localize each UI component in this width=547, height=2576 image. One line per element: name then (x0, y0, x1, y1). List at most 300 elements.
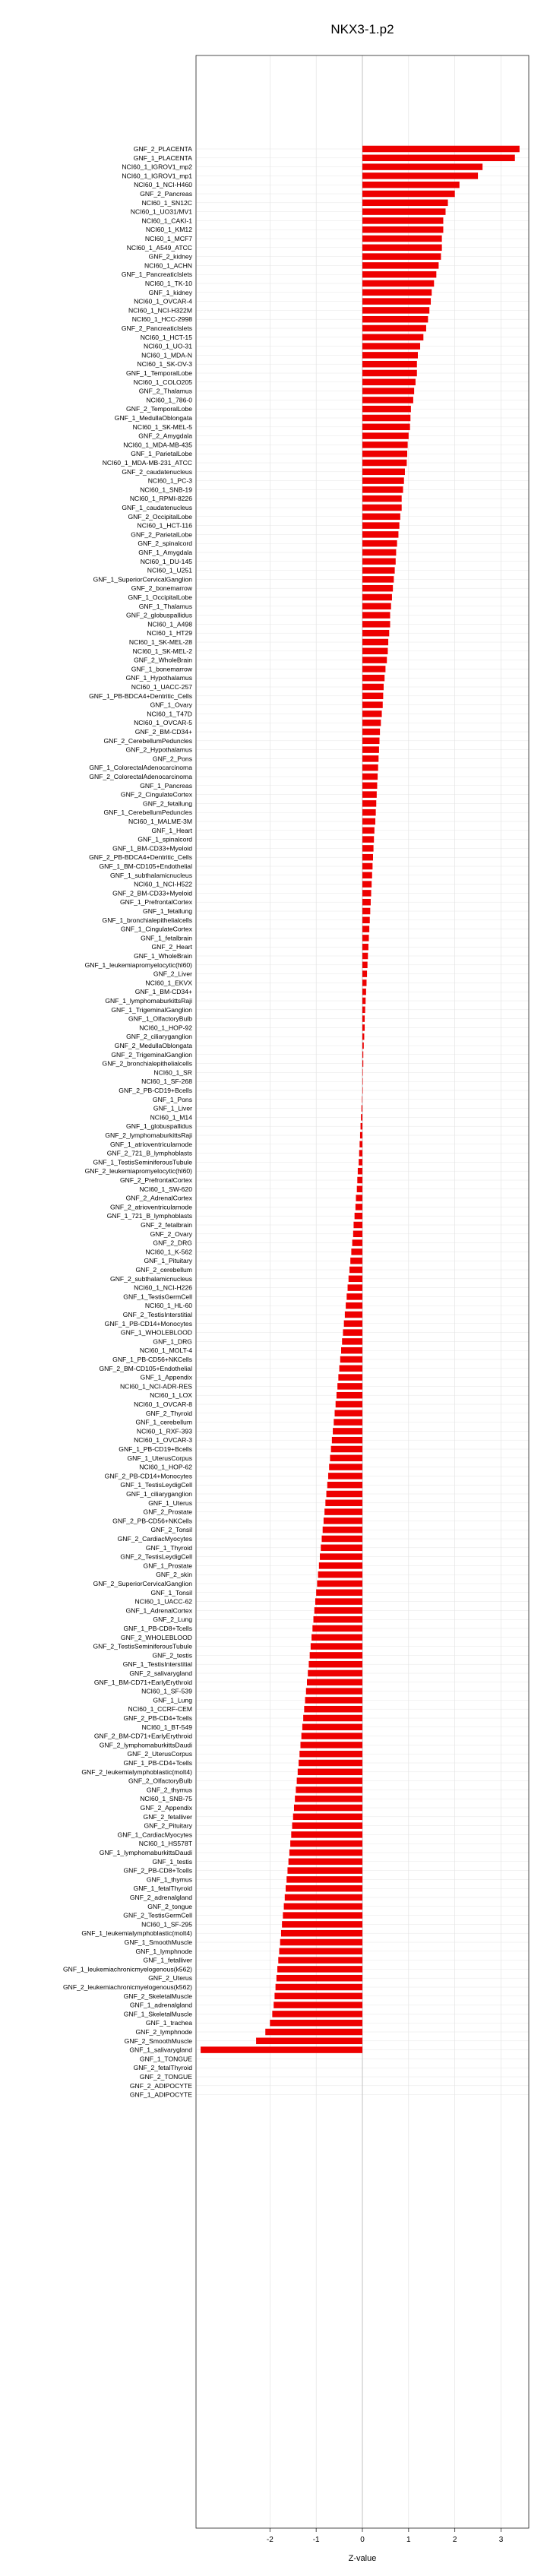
category-label: NCI60_1_T47D (147, 710, 192, 718)
category-label: NCI60_1_U251 (147, 566, 192, 574)
bar (362, 872, 372, 879)
bar (362, 514, 400, 521)
category-label: GNF_2_TestisGermCell (123, 1911, 192, 1919)
bar (308, 1661, 362, 1668)
category-label: GNF_2_PLACENTA (133, 145, 192, 153)
category-label: GNF_2_DRG (153, 1239, 192, 1247)
category-label: GNF_1_lymphnode (135, 1947, 192, 1955)
bar (362, 693, 383, 700)
bar (361, 1123, 362, 1130)
category-label: GNF_2_WholeBrain (134, 656, 192, 664)
category-label: GNF_1_fetalliver (143, 1956, 192, 1964)
bar (362, 1078, 363, 1085)
bar (362, 791, 377, 798)
category-label: GNF_2_MedullaOblongata (114, 1042, 192, 1049)
bar (362, 540, 397, 547)
category-label: NCI60_1_PC-3 (147, 476, 192, 485)
bar (362, 334, 423, 341)
bar (356, 1195, 362, 1201)
category-label: GNF_2_Amygdala (138, 432, 192, 440)
bar (362, 657, 387, 663)
bar (327, 1482, 362, 1489)
category-label: GNF_2_ADIPOCYTE (129, 2081, 192, 2090)
category-label: GNF_1_Appendix (140, 1373, 192, 1381)
bar (362, 962, 368, 969)
category-label: GNF_2_Thalamus (138, 387, 192, 395)
bar (299, 1751, 362, 1758)
bar (319, 1562, 362, 1569)
bar (362, 1043, 364, 1049)
category-label: GNF_2_Appendix (140, 1804, 192, 1812)
category-label: NCI60_1_SW-620 (139, 1185, 192, 1193)
bar (331, 1446, 362, 1453)
bar (285, 1894, 362, 1901)
category-label: NCI60_1_COLO205 (133, 378, 192, 386)
bar (325, 1500, 362, 1507)
bar (360, 1132, 362, 1139)
bar (290, 1840, 362, 1847)
category-label: GNF_1_Hypothalamus (125, 674, 192, 682)
category-label: GNF_2_testis (152, 1651, 192, 1660)
chart-title: NKX3-1.p2 (330, 22, 394, 36)
bar (362, 800, 376, 807)
category-label: GNF_2_thymus (146, 1786, 192, 1794)
bar (338, 1374, 362, 1381)
bar (362, 208, 446, 215)
category-label: GNF_2_kidney (148, 252, 192, 261)
category-label: GNF_1_BM-CD33+Myeloid (112, 844, 192, 853)
category-label: GNF_2_Lung (153, 1616, 192, 1624)
category-label: GNF_2_TemporalLobe (126, 405, 192, 413)
category-label: GNF_1_CardiacMyocytes (117, 1831, 192, 1839)
bar (362, 917, 370, 924)
category-label: GNF_1_BM-CD34+ (134, 988, 192, 996)
bar (362, 325, 426, 332)
bar (302, 1724, 362, 1731)
category-label: NCI60_1_HCT-15 (140, 333, 192, 341)
category-label: GNF_2_ParietalLobe (131, 530, 192, 539)
bar (321, 1536, 362, 1543)
bar (281, 1930, 362, 1937)
category-label: GNF_1_thymus (146, 1875, 192, 1884)
category-label: GNF_1_721_B_lymphoblasts (106, 1212, 192, 1220)
bar (362, 298, 431, 305)
category-label: GNF_1_Heart (151, 826, 192, 834)
category-label: NCI60_1_SK-MEL-5 (132, 422, 192, 431)
bar (276, 1984, 362, 1991)
category-label: GNF_2_atrioventricularnode (110, 1203, 192, 1211)
bar (362, 881, 372, 888)
category-label: NCI60_1_SF-268 (141, 1078, 192, 1086)
bar (362, 290, 432, 296)
bar (327, 1491, 362, 1498)
category-label: NCI60_1_SR (153, 1068, 192, 1077)
bar (362, 1052, 363, 1059)
category-label: GNF_1_WHOLEBLOOD (120, 1328, 192, 1337)
category-label: GNF_2_Uterus (148, 1974, 192, 1983)
category-label: GNF_1_Pons (152, 1095, 192, 1103)
category-label: GNF_1_PancreaticIslets (121, 271, 192, 279)
bar (334, 1419, 362, 1426)
bar (274, 2002, 362, 2008)
bar (362, 191, 455, 198)
category-label: NCI60_1_OVCAR-3 (134, 1436, 192, 1445)
bar (362, 236, 442, 242)
category-label: NCI60_1_SN12C (141, 198, 192, 207)
bar (362, 836, 374, 843)
category-label: NCI60_1_OVCAR-8 (134, 1400, 192, 1408)
bar (317, 1581, 362, 1587)
bar (310, 1652, 362, 1659)
bar (362, 809, 376, 816)
bar (356, 1204, 362, 1210)
bar (362, 245, 442, 252)
category-label: NCI60_1_OVCAR-5 (134, 719, 192, 727)
category-label: GNF_2_PB-BDCA4+Dentritic_Cells (89, 853, 192, 862)
category-label: GNF_1_TONGUE (139, 2055, 192, 2063)
category-label: NCI60_1_HL-60 (144, 1302, 192, 1310)
category-label: NCI60_1_MOLT-4 (139, 1347, 192, 1355)
category-label: NCI60_1_UACC-62 (134, 1597, 192, 1606)
bar (362, 603, 391, 610)
bar (362, 953, 368, 960)
bar (297, 1777, 362, 1784)
bar (362, 155, 515, 162)
category-label: GNF_2_fetallung (143, 799, 192, 808)
category-label: GNF_1_TestisInterstitial (122, 1660, 192, 1669)
category-label: NCI60_1_RXF-393 (136, 1427, 192, 1435)
bar (329, 1464, 362, 1470)
bar (362, 908, 370, 915)
category-label: GNF_1_trachea (145, 2019, 192, 2027)
bar (303, 1715, 362, 1722)
bar (359, 1141, 362, 1148)
category-label: GNF_1_lymphomaburkittsDaudi (99, 1849, 192, 1856)
category-label: GNF_1_kidney (148, 288, 192, 296)
bar (362, 828, 375, 834)
tick-label: 1 (406, 2536, 411, 2544)
bar (312, 1625, 362, 1632)
bar (353, 1222, 362, 1229)
bar (359, 1150, 362, 1157)
category-label: GNF_1_DRG (153, 1337, 192, 1346)
category-label: GNF_2_SkeletalMuscle (123, 1992, 192, 2000)
category-label: NCI60_1_MDA-MB-231_ATCC (102, 459, 192, 467)
category-label: GNF_1_fetalThyroid (133, 1885, 192, 1893)
category-label: NCI60_1_UO-31 (143, 342, 192, 350)
bar (362, 684, 384, 691)
category-label: NCI60_1_NCI-ADR-RES (119, 1382, 192, 1391)
bar (265, 2029, 362, 2036)
bar (286, 1885, 362, 1892)
category-label: NCI60_1_KM12 (145, 226, 192, 234)
category-label: GNF_1_Ovary (150, 701, 192, 709)
bar (362, 406, 411, 413)
category-label: NCI60_1_SK-OV-3 (137, 360, 192, 369)
category-label: NCI60_1_CAKI-1 (141, 217, 192, 225)
category-label: GNF_2_CerebellumPeduncles (103, 736, 192, 745)
category-label: GNF_2_leukemiapromyelocytic(hl60) (84, 1167, 192, 1176)
category-label: GNF_2_fetalbrain (141, 1221, 192, 1229)
category-label: GNF_1_bronchialepithelialcells (102, 916, 192, 924)
bar (302, 1733, 362, 1739)
category-label: NCI60_1_SF-539 (141, 1687, 192, 1695)
bar (357, 1177, 362, 1184)
category-label: GNF_2_leukemialymphoblastic(molt4) (81, 1767, 192, 1776)
bar (362, 989, 366, 995)
category-label: GNF_1_Liver (153, 1104, 192, 1112)
bar (362, 1024, 365, 1031)
bar (362, 271, 436, 278)
bar (362, 432, 409, 439)
bar (362, 1087, 363, 1094)
bar (340, 1356, 362, 1363)
bar (282, 1921, 362, 1928)
bar (256, 2038, 362, 2045)
category-label: GNF_1_Uterus (148, 1498, 192, 1507)
bar (359, 1159, 362, 1166)
bar (362, 854, 373, 861)
category-label: GNF_1_UterusCorpus (127, 1454, 192, 1462)
bar (362, 979, 366, 986)
category-label: GNF_1_CerebellumPeduncles (103, 809, 192, 817)
category-label: GNF_1_OccipitalLobe (128, 593, 192, 601)
category-label: NCI60_1_K-562 (145, 1248, 192, 1256)
category-label: GNF_2_Ovary (150, 1229, 192, 1238)
bar (362, 361, 417, 368)
category-label: GNF_2_OlfactoryBulb (128, 1777, 192, 1785)
bar (357, 1186, 362, 1193)
bar (362, 163, 482, 170)
tick-label: -1 (312, 2536, 320, 2544)
bar (201, 2046, 362, 2053)
bar (272, 2011, 362, 2017)
category-label: GNF_1_AdrenalCortex (125, 1606, 192, 1615)
category-label: NCI60_1_IGROV1_mp1 (122, 172, 192, 180)
bar (362, 343, 420, 350)
category-label: GNF_1_Thyroid (145, 1543, 192, 1552)
bar (278, 1957, 362, 1964)
bar (321, 1545, 362, 1552)
category-label: NCI60_1_DU-145 (140, 557, 192, 565)
category-label: GNF_1_TestisGermCell (123, 1293, 192, 1301)
category-label: GNF_2_globuspallidus (126, 611, 192, 619)
bar (362, 477, 404, 484)
category-label: GNF_2_721_B_lymphoblasts (106, 1149, 192, 1157)
category-label: GNF_2_UterusCorpus (127, 1750, 192, 1758)
category-label: GNF_1_PrefrontalCortex (119, 898, 192, 907)
bar (362, 630, 389, 637)
bar (289, 1850, 362, 1856)
bar (277, 1975, 362, 1982)
bar (346, 1302, 362, 1309)
bar (316, 1590, 362, 1597)
bar (362, 146, 520, 153)
category-label: NCI60_1_SK-MEL-2 (132, 647, 192, 655)
bar (362, 316, 428, 323)
category-label: GNF_2_fetalThyroid (133, 2064, 192, 2072)
bar (280, 1939, 362, 1946)
bar (330, 1455, 362, 1462)
bar (362, 307, 429, 314)
category-label: GNF_2_Heart (151, 943, 192, 951)
bar (358, 1168, 362, 1175)
bar (362, 755, 378, 762)
bar (299, 1760, 362, 1767)
bar (362, 352, 418, 359)
bar (362, 460, 406, 467)
category-label: GNF_1_ciliaryganglion (126, 1490, 192, 1498)
bar (349, 1276, 362, 1283)
bar (315, 1607, 362, 1614)
category-label: NCI60_1_MALME-3M (128, 818, 192, 825)
bar (289, 1859, 362, 1866)
bar (362, 666, 385, 672)
category-label: NCI60_1_A498 (147, 620, 192, 628)
bar (362, 639, 388, 646)
bar (362, 899, 371, 906)
tick-label: 3 (498, 2536, 504, 2544)
category-label: GNF_2_TestisInterstitial (122, 1311, 192, 1318)
category-label: NCI60_1_786-0 (146, 396, 192, 404)
bar (343, 1329, 362, 1336)
category-label: GNF_2_adrenalgland (129, 1894, 192, 1901)
category-label: GNF_2_skin (156, 1571, 192, 1579)
bar (362, 486, 403, 493)
bar (362, 998, 365, 1005)
bar (324, 1508, 362, 1515)
tick-label: 0 (360, 2536, 365, 2544)
bar (362, 1069, 363, 1076)
category-label: GNF_2_Liver (153, 970, 192, 978)
bar (291, 1831, 362, 1838)
category-label: GNF_2_ColorectalAdenocarcinoma (89, 773, 192, 780)
category-label: NCI60_1_NCI-H522 (134, 880, 192, 888)
bar (292, 1822, 362, 1829)
category-label: GNF_2_lymphomaburkittsDaudi (99, 1741, 192, 1749)
category-label: GNF_2_lymphomaburkittsRaji (105, 1131, 192, 1139)
bar (333, 1428, 362, 1435)
bar (277, 1966, 362, 1973)
bar (362, 944, 368, 951)
bar (335, 1410, 363, 1417)
bar (345, 1312, 362, 1318)
bar (361, 1114, 362, 1121)
category-label: GNF_2_TrigeminalGanglion (111, 1050, 192, 1059)
bar (362, 172, 478, 179)
category-label: NCI60_1_HOP-92 (139, 1024, 192, 1032)
category-label: GNF_1_PB-BDCA4+Dentritic_Cells (89, 691, 192, 700)
bar (283, 1912, 362, 1919)
bar (362, 818, 375, 825)
bar (342, 1338, 362, 1345)
bar (362, 379, 416, 386)
bar (362, 710, 382, 717)
category-label: GNF_1_TestisLeydigCell (120, 1481, 192, 1489)
bar (362, 612, 390, 619)
category-label: GNF_1_fetalbrain (141, 934, 192, 942)
category-label: GNF_2_CingulateCortex (120, 790, 192, 799)
category-label: GNF_2_salivarygland (129, 1669, 192, 1677)
category-label: GNF_1_bonemarrow (131, 665, 192, 673)
category-label: GNF_2_Thyroid (145, 1409, 192, 1417)
category-label: NCI60_1_SF-295 (141, 1920, 192, 1929)
bar (324, 1517, 362, 1524)
category-label: GNF_2_spinalcord (138, 540, 192, 548)
bar (362, 200, 448, 207)
category-label: GNF_1_CingulateCortex (120, 925, 192, 933)
bar (353, 1239, 362, 1246)
category-label: GNF_2_SuperiorCervicalGanglion (93, 1580, 192, 1587)
category-label: NCI60_1_SK-MEL-28 (128, 638, 192, 646)
category-label: GNF_1_Pituitary (144, 1257, 192, 1265)
category-label: GNF_2_bronchialepithelialcells (102, 1059, 192, 1068)
category-label: GNF_1_globuspallidus (126, 1122, 192, 1131)
bar (362, 567, 395, 574)
category-label: GNF_1_adrenalgland (129, 2001, 192, 2009)
category-label: GNF_2_PB-CD4+Tcells (123, 1714, 192, 1722)
category-label: GNF_1_WholeBrain (134, 952, 192, 960)
bar (362, 217, 443, 224)
bar (328, 1473, 362, 1479)
bar (295, 1796, 362, 1802)
tick-label: 2 (452, 2536, 457, 2544)
category-label: GNF_1_salivarygland (129, 2046, 192, 2054)
category-label: GNF_2_BM-CD34+ (134, 728, 192, 736)
bar (308, 1670, 362, 1677)
category-label: GNF_2_AdrenalCortex (125, 1194, 192, 1202)
category-label: GNF_1_PB-CD14+Monocytes (104, 1319, 192, 1328)
bar (306, 1688, 362, 1695)
bar (298, 1769, 362, 1776)
bar (362, 441, 408, 448)
bar (362, 845, 374, 852)
category-label: NCI60_1_NCI-H322M (128, 306, 192, 315)
category-label: NCI60_1_MDA-N (141, 351, 192, 359)
bar (362, 388, 414, 394)
bar (362, 253, 441, 260)
category-label: NCI60_1_HS578T (138, 1840, 192, 1848)
bar (296, 1786, 362, 1793)
bar (362, 370, 417, 377)
category-label: GNF_1_TestisSeminiferousTubule (93, 1158, 192, 1166)
bar (362, 531, 398, 538)
bar (280, 1948, 363, 1955)
category-label: NCI60_1_HCT-116 (137, 521, 192, 530)
category-label: NCI60_1_A549_ATCC (126, 243, 192, 252)
category-label: NCI60_1_ACHN (144, 261, 192, 270)
category-label: GNF_1_leukemiachronicmyelogenous(k562) (62, 1965, 192, 1973)
bar (336, 1401, 362, 1408)
category-label: GNF_1_PB-CD8+Tcells (123, 1625, 192, 1632)
bar (362, 1033, 364, 1040)
bar (362, 1060, 363, 1067)
category-label: GNF_2_Pituitary (144, 1821, 192, 1830)
bar (270, 2020, 362, 2027)
category-label: GNF_1_Thalamus (138, 602, 192, 610)
category-label: NCI60_1_RPMI-8226 (129, 495, 192, 503)
category-label: NCI60_1_SNB-19 (140, 486, 192, 494)
category-label: GNF_1_TrigeminalGanglion (111, 1005, 192, 1014)
bar (362, 926, 369, 932)
bar (318, 1571, 362, 1578)
bar (304, 1706, 362, 1713)
bar (323, 1527, 362, 1533)
category-label: GNF_1_ParietalLobe (131, 450, 192, 458)
bar (362, 935, 369, 941)
bar (362, 738, 380, 745)
category-label: NCI60_1_SNB-75 (140, 1795, 192, 1803)
